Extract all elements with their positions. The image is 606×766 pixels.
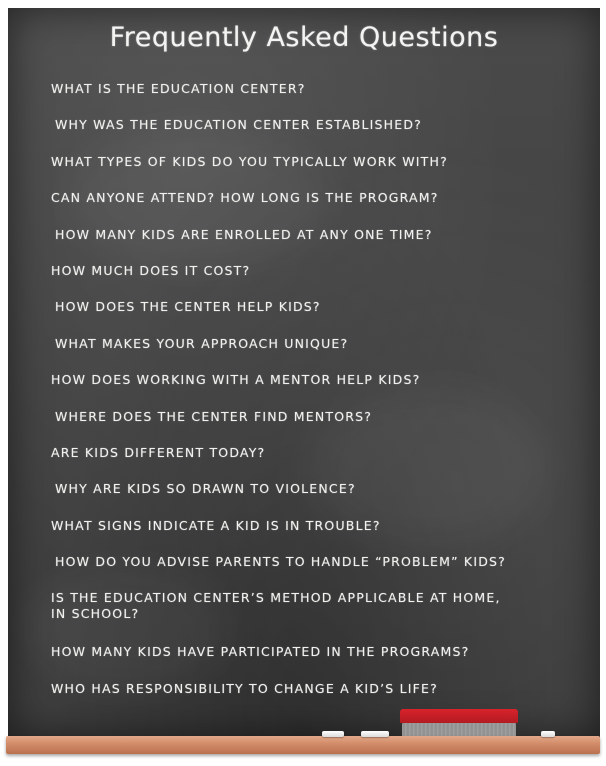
chalkboard <box>8 8 600 738</box>
faq-question[interactable]: IS THE EDUCATION CENTER’S METHOD APPLICABLE AT HOME, IN SCHOOL? <box>51 590 501 622</box>
faq-question[interactable]: WHAT TYPES OF KIDS DO YOU TYPICALLY WORK WITH? <box>51 153 448 169</box>
faq-question[interactable]: WHAT IS THE EDUCATION CENTER? <box>51 81 306 96</box>
faq-question[interactable]: HOW DOES WORKING WITH A MENTOR HELP KIDS? <box>51 372 421 388</box>
faq-question[interactable]: HOW MANY KIDS HAVE PARTICIPATED IN THE PROGRAMS? <box>51 644 470 660</box>
faq-question[interactable]: HOW DO YOU ADVISE PARENTS TO HANDLE “PROBLEM” KIDS? <box>55 554 507 570</box>
page-title: Frequently Asked Questions <box>109 22 499 53</box>
faq-question[interactable]: WHAT SIGNS INDICATE A KID IS IN TROUBLE? <box>51 517 381 533</box>
faq-question[interactable]: HOW DOES THE CENTER HELP KIDS? <box>55 299 321 315</box>
faq-question[interactable]: WHERE DOES THE CENTER FIND MENTORS? <box>55 408 373 424</box>
faq-question[interactable]: WHO HAS RESPONSIBILITY TO CHANGE A KID’S LIFE? <box>51 680 438 696</box>
chalkboard-eraser-icon <box>400 709 518 737</box>
faq-question[interactable]: WHY ARE KIDS SO DRAWN TO VIOLENCE? <box>55 481 356 497</box>
chalk-stick-icon <box>361 731 389 737</box>
faq-question[interactable]: ARE KIDS DIFFERENT TODAY? <box>51 444 266 460</box>
faq-question[interactable]: HOW MUCH DOES IT COST? <box>51 262 251 278</box>
eraser-handle <box>400 709 518 723</box>
eraser-felt <box>402 723 516 737</box>
chalk-stick-icon <box>541 731 555 737</box>
faq-question[interactable]: HOW MANY KIDS ARE ENROLLED AT ANY ONE TIME? <box>55 226 433 242</box>
chalk-stick-icon <box>322 731 344 737</box>
faq-question[interactable]: WHY WAS THE EDUCATION CENTER ESTABLISHED? <box>55 117 423 133</box>
faq-question[interactable]: CAN ANYONE ATTEND? HOW LONG IS THE PROGRAM? <box>51 190 439 206</box>
faq-question[interactable]: WHAT MAKES YOUR APPROACH UNIQUE? <box>55 335 349 351</box>
faq-list <box>51 81 571 717</box>
chalk-ledge <box>6 736 600 754</box>
